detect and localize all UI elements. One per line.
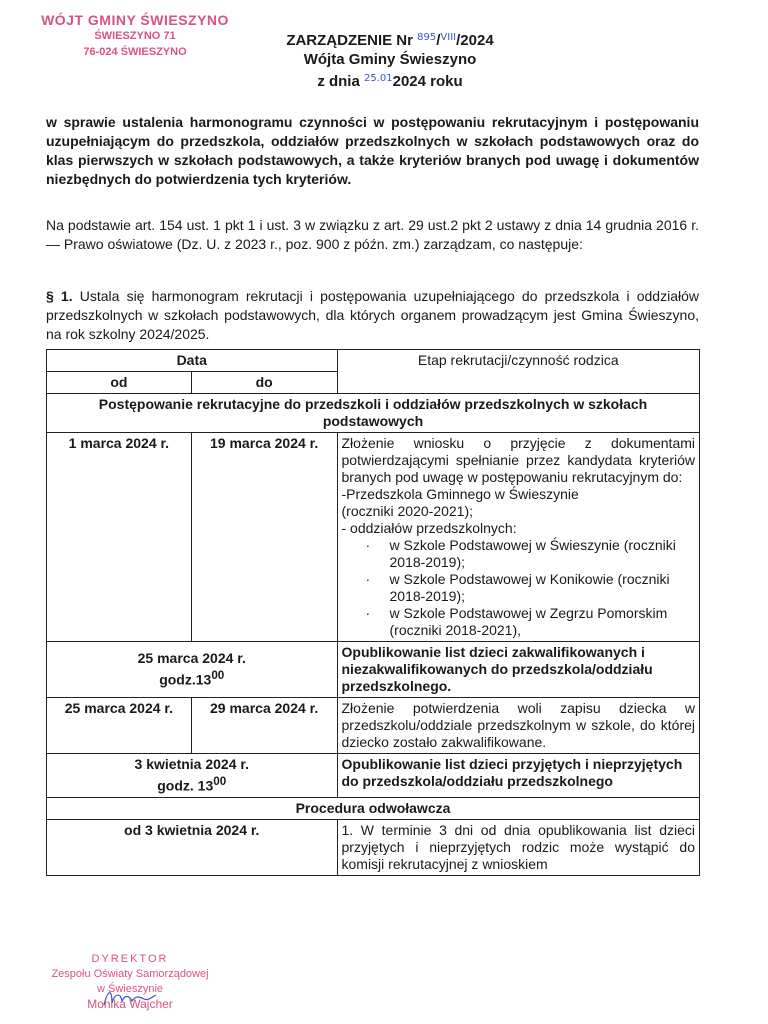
section-appeal-title: Procedura odwoławcza bbox=[47, 797, 700, 819]
row4-time-hour: godz. 13 bbox=[157, 777, 214, 794]
document-header bbox=[240, 28, 540, 91]
row4-date-cell bbox=[47, 754, 338, 798]
date-suffix: 2024 roku bbox=[392, 73, 463, 90]
table-row bbox=[47, 642, 700, 698]
title-separator: / bbox=[436, 32, 441, 49]
schedule-table bbox=[46, 349, 700, 876]
legal-basis: Na podstawie art. 154 ust. 1 pkt 1 i ust. 3 w związku z art. 29 ust.2 pkt 2 ustawy z dnia 14 grudnia 2016 r. — Prawo oświatowe (Dz. U. z 2023 r., poz. 900 z późn. zm.) zarządzam, co następuje: bbox=[46, 217, 699, 252]
document-date bbox=[240, 69, 540, 91]
list-item: · w Szkole Podstawowej w Zegrzu Pomorskim (roczniki 2018-2021), bbox=[342, 605, 696, 639]
document-issuer: Wójta Gminy Świeszyno bbox=[303, 51, 477, 68]
table-row bbox=[47, 698, 700, 754]
row1-to: 19 marca 2024 r. bbox=[191, 433, 337, 642]
row1-intro: Złożenie wniosku o przyjęcie z dokumentami potwierdzającymi spełnianie przez kandydata kryteriów branych pod uwagę w postępowaniu rekrutacyjnym do: bbox=[341, 435, 695, 485]
header-to: do bbox=[191, 372, 337, 394]
handwritten-date: 25.01 bbox=[363, 73, 393, 84]
row5-stage: 1. W terminie 3 dni od dnia opublikowania list dzieci przyjętych i nieprzyjętych rodzic może wystąpić do komisji rekrutacyjnej z wnioskiem bbox=[337, 819, 700, 875]
title-suffix: /2024 bbox=[456, 32, 494, 49]
stamp-line-3: 76-024 ŚWIESZYNO bbox=[83, 46, 187, 58]
table-row bbox=[47, 819, 700, 875]
stamp-wojt bbox=[40, 12, 230, 60]
school-list bbox=[342, 537, 696, 639]
row1-kindergarten-years: (roczniki 2020-2021); bbox=[341, 503, 474, 519]
handwritten-number: 895 bbox=[417, 32, 437, 43]
section-row-recruitment bbox=[47, 394, 700, 433]
document-subject: w sprawie ustalenia harmonogramu czynności w postępowaniu rekrutacyjnym i postępowaniu uzupełniającym do przedszkola, oddziałów przedszkolnych w szkołach podstawowych oraz do klas pierwszych w szkołach podstawowych, a także kryteriów branych pod uwagę i dokumentów niezbędnych do potwierdzenia tych kryteriów. bbox=[46, 114, 699, 187]
row3-from: 25 marca 2024 r. bbox=[47, 698, 192, 754]
row3-to: 29 marca 2024 r. bbox=[191, 698, 337, 754]
row3-stage: Złożenie potwierdzenia woli zapisu dziecka w przedszkolu/oddziale przedszkolnym w szkole, do której dziecko zostało zakwalifikowane. bbox=[337, 698, 700, 754]
section-recruitment-title: Postępowanie rekrutacyjne do przedszkoli i oddziałów przedszkolnych w szkołach podstawowych bbox=[47, 394, 700, 433]
stamp-dyrektor-line-2: Zespołu Oświaty Samorządowej bbox=[51, 968, 209, 980]
document-title bbox=[240, 28, 540, 50]
row2-date-cell bbox=[47, 642, 338, 698]
section-1-text: Ustala się harmonogram rekrutacji i postępowania uzupełniającego do przedszkola i oddziałów przedszkolnych w szkołach podstawowych, dla których organem prowadzącym jest Gmina Świeszyno, na rok szkolny 2024/2025. bbox=[46, 288, 699, 342]
row2-stage: Opublikowanie list dzieci zakwalifikowanych i niezakwalifikowanych do przedszkola/oddziału przedszkolnego. bbox=[337, 642, 700, 698]
title-prefix: ZARZĄDZENIE Nr bbox=[286, 32, 418, 49]
section-1 bbox=[46, 287, 699, 344]
list-item: · w Szkole Podstawowej w Konikowie (roczniki 2018-2019); bbox=[342, 571, 696, 605]
row2-time-hour: godz.13 bbox=[159, 671, 212, 688]
row4-time-minutes: 00 bbox=[213, 775, 227, 788]
list-item: · w Szkole Podstawowej w Świeszynie (roczniki 2018-2019); bbox=[342, 537, 696, 571]
table-row bbox=[47, 433, 700, 642]
stamp-dyrektor-line-3: w Świeszynie bbox=[96, 983, 164, 995]
stamp-dyrektor-line-4: Monika Wajcher bbox=[87, 997, 173, 1011]
row1-kindergarten: -Przedszkola Gminnego w Świeszynie bbox=[341, 486, 579, 502]
row2-time-minutes: 00 bbox=[211, 669, 225, 683]
handwritten-month: VIII bbox=[440, 32, 457, 43]
stamp-dyrektor-line-1: DYREKTOR bbox=[91, 953, 169, 965]
header-data: Data bbox=[47, 350, 338, 372]
table-row bbox=[47, 754, 700, 798]
row1-branches-intro: - oddziałów przedszkolnych: bbox=[341, 520, 517, 536]
row2-date: 25 marca 2024 r. bbox=[137, 650, 246, 667]
header-stage: Etap rekrutacji/czynność rodzica bbox=[337, 350, 700, 394]
section-row-appeal bbox=[47, 797, 700, 819]
row1-from: 1 marca 2024 r. bbox=[47, 433, 192, 642]
row1-stage bbox=[337, 433, 700, 642]
signature-icon bbox=[100, 985, 160, 1011]
stamp-line-1: WÓJT GMINY ŚWIESZYNO bbox=[41, 12, 229, 28]
header-from: od bbox=[47, 372, 192, 394]
date-prefix: z dnia bbox=[317, 73, 364, 90]
row4-stage: Opublikowanie list dzieci przyjętych i nieprzyjętych do przedszkola/oddziału przedszkolnego bbox=[337, 754, 700, 798]
row5-date: od 3 kwietnia 2024 r. bbox=[47, 819, 338, 875]
row2-time bbox=[51, 667, 333, 689]
table-header-row bbox=[47, 350, 700, 372]
row4-date: 3 kwietnia 2024 r. bbox=[134, 756, 249, 772]
row4-time bbox=[51, 773, 333, 795]
stamp-line-2: ŚWIESZYNO 71 bbox=[94, 30, 176, 42]
section-1-label: § 1. bbox=[46, 288, 73, 304]
